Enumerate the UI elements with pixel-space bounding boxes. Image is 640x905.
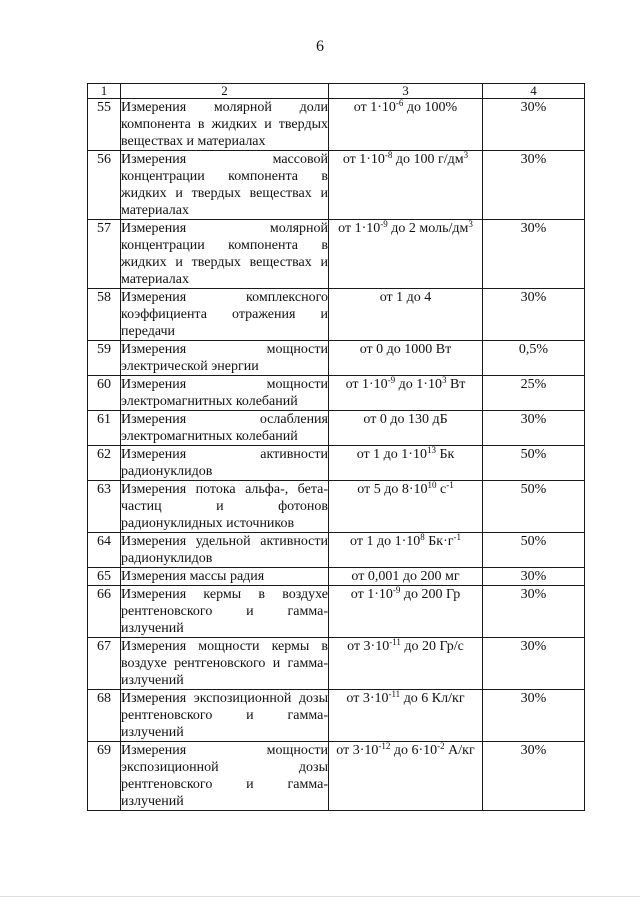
range-text: от 1·10 [345,377,388,392]
measurement-error: 30% [483,289,585,341]
table-row [88,638,585,690]
range-text: до 1·10 [395,377,442,392]
measurement-range [329,568,483,586]
measurement-error: 0,5% [483,341,585,376]
row-number: 67 [88,638,121,690]
measurement-range [329,341,483,376]
range-text: от 1·10 [350,587,393,602]
measurement-range [329,533,483,568]
table-row [88,481,585,533]
range-text: до 6 Кл/кг [400,691,465,706]
range-text: до 6·10 [390,743,438,758]
range-exponent: -8 [384,150,393,160]
range-text: А/кг [444,743,475,758]
measurement-error: 50% [483,481,585,533]
table-row [88,742,585,811]
range-text: от 1 до 1·10 [350,534,421,549]
page-number: 6 [316,38,324,55]
measurement-name: Измерения потока альфа-, бета-частиц и фотонов радионуклидных источников [121,482,328,531]
range-exponent: -9 [387,375,396,385]
header-col-4: 4 [483,84,585,99]
range-text: с [436,482,447,497]
range-text: до 100% [403,100,458,115]
range-text: Бк·г [424,534,454,549]
row-number: 69 [88,742,121,811]
row-number: 56 [88,151,121,220]
range-exponent: -9 [380,219,388,229]
range-exponent: 8 [420,532,425,542]
range-text: от 3·10 [336,743,379,758]
page-edge-line [0,896,640,897]
measurement-name: Измерения активности радионуклидов [121,447,328,479]
row-number: 66 [88,586,121,638]
range-text: от 1 до 4 [379,290,432,305]
measurement-name: Измерения молярной концентрации компонента в жидких и твердых веществах и материалах [121,221,328,287]
measurement-name: Измерения мощности электрической энергии [121,342,328,374]
range-text: до 200 Гр [400,587,461,602]
measurement-range [329,586,483,638]
measurement-range [329,638,483,690]
measurement-error: 30% [483,151,585,220]
range-exponent: -12 [378,741,391,751]
measurement-range [329,481,483,533]
measurement-error: 30% [483,568,585,586]
range-text: от 3·10 [346,691,389,706]
range-exponent: 3 [463,150,469,160]
range-text: от 0 до 130 дБ [363,412,448,427]
row-number: 63 [88,481,121,533]
measurement-range [329,220,483,289]
measurement-name: Измерения молярной доли компонента в жидких и твердых веществах и материалах [121,100,328,149]
row-number: 68 [88,690,121,742]
range-text: Вт [446,377,466,392]
measurement-range [329,376,483,411]
table-row [88,289,585,341]
range-exponent: -11 [389,637,401,647]
table-row [88,586,585,638]
measurement-range [329,411,483,446]
table-row [88,446,585,481]
measurement-table [87,83,585,811]
measurement-range [329,742,483,811]
measurement-name: Измерения массы радия [121,568,329,586]
measurement-error: 30% [483,411,585,446]
range-text: от 0,001 до 200 мг [351,569,460,584]
measurement-error: 25% [483,376,585,411]
range-text: до 2 моль/дм [387,221,469,236]
table-body [88,99,585,811]
range-text: до 20 Гр/с [400,639,464,654]
table-row [88,533,585,568]
range-exponent: -6 [395,98,404,108]
range-text: от 1·10 [342,152,385,167]
header-col-3: 3 [329,84,483,99]
measurement-name: Измерения удельной активности радионуклидов [121,534,328,566]
row-number: 59 [88,341,121,376]
range-exponent: -9 [392,585,401,595]
range-exponent: -1 [446,480,454,490]
range-exponent: -2 [437,741,445,751]
measurement-name: Измерения комплексного коэффициента отражения и передачи [121,290,328,339]
header-row [88,84,585,99]
range-exponent: -11 [388,689,401,699]
table-row [88,99,585,151]
range-text: от 5 до 8·10 [357,482,428,497]
row-number: 64 [88,533,121,568]
range-exponent: 10 [427,480,437,490]
header-col-2: 2 [121,84,329,99]
table-row [88,376,585,411]
range-text: от 1·10 [353,100,396,115]
measurement-error: 30% [483,99,585,151]
measurement-error: 30% [483,742,585,811]
measurement-range [329,289,483,341]
range-exponent: 3 [468,219,473,229]
measurement-error: 30% [483,690,585,742]
range-text: Бк [435,447,455,462]
measurement-name: Измерения экспозиционной дозы рентгеновского и гамма-излучений [121,691,328,740]
measurement-error: 30% [483,638,585,690]
range-text: от 0 до 1000 Вт [359,342,452,357]
table-row [88,690,585,742]
row-number: 57 [88,220,121,289]
measurement-error: 30% [483,220,585,289]
row-number: 62 [88,446,121,481]
table-row [88,568,585,586]
range-text: от 1 до 1·10 [356,447,427,462]
range-exponent: -1 [453,532,461,542]
range-exponent: 13 [426,445,436,455]
row-number: 61 [88,411,121,446]
table-row [88,411,585,446]
measurement-name: Измерения массовой концентрации компонента в жидких и твердых веществах и материалах [121,152,328,218]
row-number: 55 [88,99,121,151]
table-row [88,341,585,376]
row-number: 60 [88,376,121,411]
row-number: 58 [88,289,121,341]
range-text: от 3·10 [347,639,390,654]
measurement-error: 50% [483,446,585,481]
range-text: до 100 г/дм [392,152,464,167]
measurement-name: Измерения мощности кермы в воздухе рентгеновского и гамма-излучений [121,639,328,688]
measurement-range [329,99,483,151]
measurement-range [329,446,483,481]
table-row [88,151,585,220]
measurement-range [329,151,483,220]
measurement-error: 30% [483,586,585,638]
measurement-name: Измерения мощности электромагнитных колебаний [121,377,328,409]
measurement-name: Измерения кермы в воздухе рентгеновского и гамма-излучений [121,587,328,636]
measurement-name: Измерения ослабления электромагнитных колебаний [121,412,328,444]
table-row [88,220,585,289]
measurement-name: Измерения мощности экспозиционной дозы рентгеновского и гамма-излучений [121,743,328,809]
header-col-1: 1 [88,84,121,99]
range-text: от 1·10 [338,221,381,236]
measurement-error: 50% [483,533,585,568]
measurement-range [329,690,483,742]
range-exponent: 3 [441,375,447,385]
row-number: 65 [88,568,121,586]
